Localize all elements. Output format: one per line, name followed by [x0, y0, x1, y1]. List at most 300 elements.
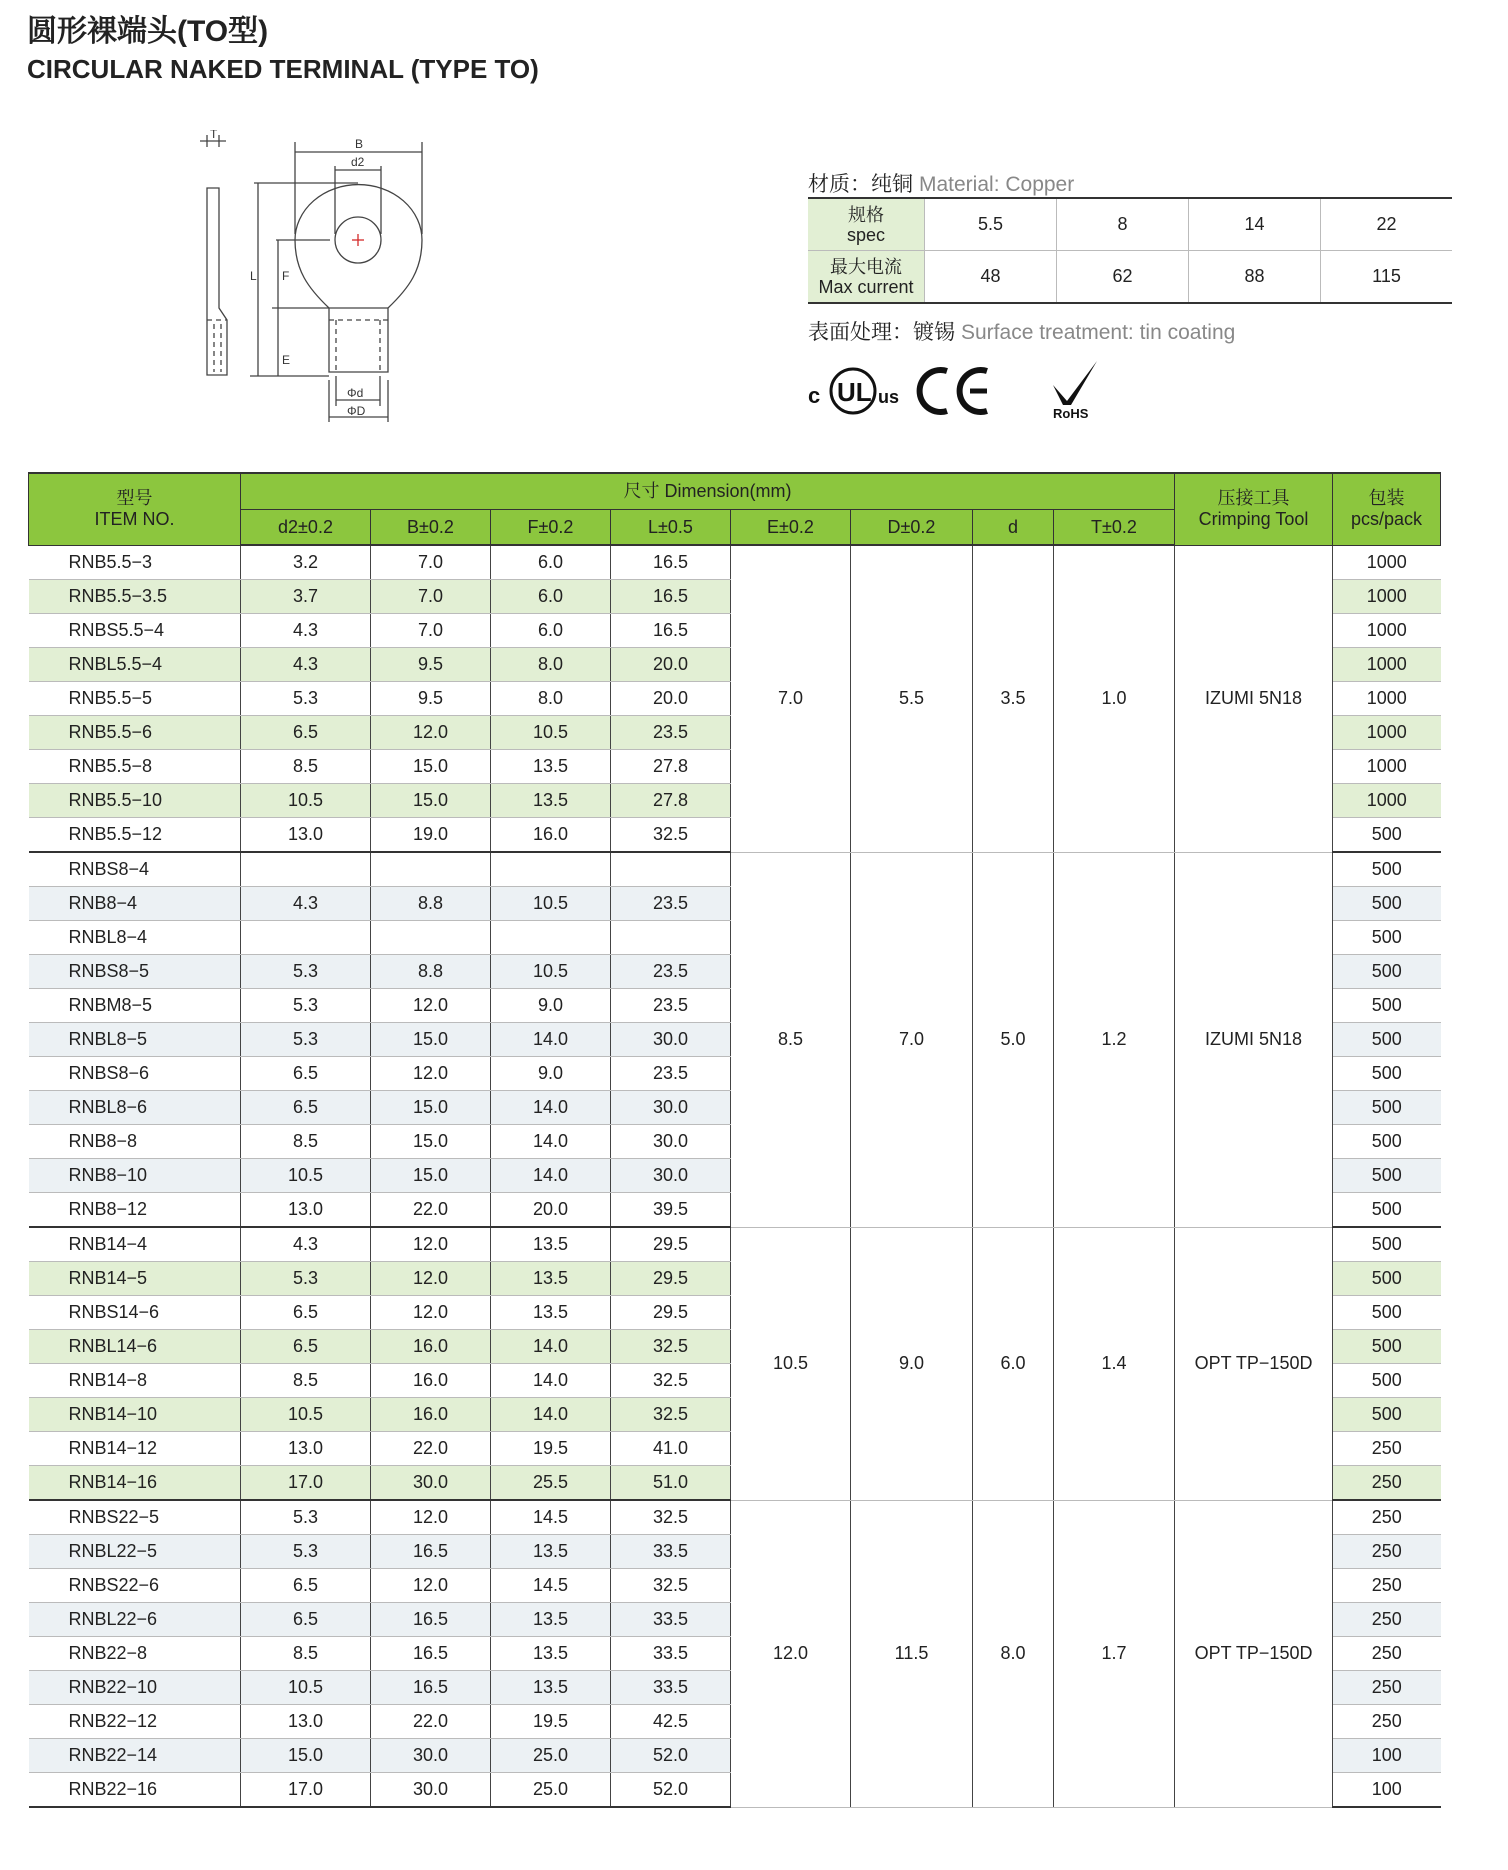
header-dimension: 尺寸 Dimension(mm) — [241, 473, 1175, 510]
dimension-cell: 15.0 — [241, 1739, 371, 1773]
col-header: L±0.5 — [611, 510, 731, 546]
dimension-cell: 15.0 — [371, 1023, 491, 1057]
page-title-en: CIRCULAR NAKED TERMINAL (TYPE TO) — [27, 54, 539, 84]
front-view-outline — [295, 185, 422, 372]
crimping-tool-cell: OPT TP−150D — [1175, 1227, 1333, 1500]
pack-cell: 500 — [1333, 818, 1441, 853]
pack-cell: 500 — [1333, 1330, 1441, 1364]
spec-cell: 5.5 — [925, 198, 1057, 251]
item-no-cell: RNB14−10 — [29, 1398, 241, 1432]
dimension-cell — [491, 852, 611, 887]
pack-cell: 250 — [1333, 1637, 1441, 1671]
spec-row — [808, 198, 1452, 251]
dimension-cell: 10.5 — [491, 955, 611, 989]
ul-logo — [808, 369, 899, 413]
dimension-cell: 5.3 — [241, 1535, 371, 1569]
material-en: Material: Copper — [919, 173, 1075, 196]
dimension-cell: 22.0 — [371, 1193, 491, 1228]
dimension-cell: 20.0 — [491, 1193, 611, 1228]
pack-cell: 250 — [1333, 1603, 1441, 1637]
pack-cell: 500 — [1333, 1125, 1441, 1159]
dimension-cell: 5.3 — [241, 989, 371, 1023]
surface-en: Surface treatment: tin coating — [961, 321, 1236, 344]
svg-text:c: c — [808, 383, 821, 408]
dimension-cell: 32.5 — [611, 1569, 731, 1603]
item-no-cell: RNB14−4 — [29, 1227, 241, 1262]
dimension-cell: 14.0 — [491, 1023, 611, 1057]
item-no-cell: RNBS22−5 — [29, 1500, 241, 1535]
dimension-cell: 15.0 — [371, 1091, 491, 1125]
pack-cell: 1000 — [1333, 784, 1441, 818]
dimension-cell: 30.0 — [371, 1466, 491, 1501]
dimension-cell: 10.5 — [241, 1671, 371, 1705]
dimension-cell: 23.5 — [611, 716, 731, 750]
spec-label: 规格 spec — [808, 198, 925, 251]
pack-cell: 250 — [1333, 1432, 1441, 1466]
dimension-cell: 9.0 — [491, 1057, 611, 1091]
dimension-cell: 6.0 — [491, 580, 611, 614]
item-no-cell: RNBL8−5 — [29, 1023, 241, 1057]
dim-label-d2: d2 — [351, 155, 365, 169]
dim-label-l: L — [250, 269, 257, 283]
dimension-cell: 32.5 — [611, 1330, 731, 1364]
dimension-cell: 12.0 — [371, 1227, 491, 1262]
item-no-cell: RNBL8−6 — [29, 1091, 241, 1125]
crimping-tool-cell: IZUMI 5N18 — [1175, 852, 1333, 1227]
dimension-cell: 16.0 — [371, 1398, 491, 1432]
item-no-cell: RNB8−12 — [29, 1193, 241, 1228]
crimping-tool-cell: IZUMI 5N18 — [1175, 545, 1333, 852]
dimension-cell: 14.5 — [491, 1500, 611, 1535]
dimension-cell: 8.5 — [241, 750, 371, 784]
item-no-cell: RNB22−12 — [29, 1705, 241, 1739]
dimension-cell: 16.5 — [611, 614, 731, 648]
dimension-cell: 33.5 — [611, 1637, 731, 1671]
pack-cell: 1000 — [1333, 614, 1441, 648]
dimension-cell: 23.5 — [611, 1057, 731, 1091]
pack-cell: 1000 — [1333, 716, 1441, 750]
dim-label-e: E — [282, 353, 291, 367]
dimension-cell — [611, 852, 731, 887]
ce-mark — [920, 370, 987, 412]
pack-cell: 1000 — [1333, 545, 1441, 580]
dimension-cell: 25.0 — [491, 1739, 611, 1773]
pack-cell: 100 — [1333, 1739, 1441, 1773]
col-header: d2±0.2 — [241, 510, 371, 546]
pack-cell: 1000 — [1333, 580, 1441, 614]
dimension-cell: 4.3 — [241, 1227, 371, 1262]
pack-cell: 250 — [1333, 1500, 1441, 1535]
pack-cell: 500 — [1333, 1057, 1441, 1091]
crimping-tool-cell: OPT TP−150D — [1175, 1500, 1333, 1807]
dim-label-phi-d: Φd — [347, 386, 364, 400]
dimension-cell: 23.5 — [611, 955, 731, 989]
spec-table — [808, 197, 1452, 304]
dimension-cell: 4.3 — [241, 887, 371, 921]
dimension-cell: 32.5 — [611, 1398, 731, 1432]
dimension-cell: 22.0 — [371, 1705, 491, 1739]
dimension-cell: 10.5 — [491, 887, 611, 921]
pack-cell: 100 — [1333, 1773, 1441, 1808]
dimension-cell: 13.5 — [491, 750, 611, 784]
dimension-cell: 22.0 — [371, 1432, 491, 1466]
spec-cell: 14 — [1189, 198, 1321, 251]
dim-label-phi-D: ΦD — [347, 404, 366, 418]
dimension-cell: 14.0 — [491, 1125, 611, 1159]
table-row — [29, 852, 1441, 887]
dimension-cell: 7.0 — [371, 614, 491, 648]
e-value-cell: 10.5 — [731, 1227, 851, 1500]
current-row — [808, 251, 1452, 304]
pack-cell: 500 — [1333, 1193, 1441, 1228]
current-cell: 88 — [1189, 251, 1321, 304]
dimension-cell: 15.0 — [371, 1159, 491, 1193]
dimension-cell: 5.3 — [241, 955, 371, 989]
material-line — [808, 168, 1074, 198]
pack-cell: 250 — [1333, 1535, 1441, 1569]
item-no-cell: RNBL5.5−4 — [29, 648, 241, 682]
pack-cell: 1000 — [1333, 682, 1441, 716]
d-inner-value-cell: 5.0 — [973, 852, 1054, 1227]
table-row — [29, 545, 1441, 580]
surface-line — [808, 316, 1235, 346]
item-no-cell: RNBL8−4 — [29, 921, 241, 955]
dimension-cell: 6.5 — [241, 1091, 371, 1125]
dimension-cell: 30.0 — [371, 1773, 491, 1808]
dimension-cell: 42.5 — [611, 1705, 731, 1739]
dimension-cell: 7.0 — [371, 545, 491, 580]
dimension-cell: 3.7 — [241, 580, 371, 614]
dimension-cell: 23.5 — [611, 887, 731, 921]
dimension-cell: 19.5 — [491, 1705, 611, 1739]
product-table — [28, 472, 1441, 1808]
pack-cell: 500 — [1333, 852, 1441, 887]
dim-label-t: T — [210, 130, 218, 141]
dimension-cell — [491, 921, 611, 955]
dimension-cell: 30.0 — [611, 1023, 731, 1057]
dimension-cell: 19.5 — [491, 1432, 611, 1466]
d-outer-value-cell: 11.5 — [851, 1500, 973, 1807]
dimension-cell: 14.0 — [491, 1330, 611, 1364]
table-body — [29, 545, 1441, 1807]
item-no-cell: RNB22−8 — [29, 1637, 241, 1671]
dimension-cell: 12.0 — [371, 1296, 491, 1330]
dimension-cell: 6.5 — [241, 1057, 371, 1091]
pack-cell: 1000 — [1333, 750, 1441, 784]
item-no-cell: RNBM8−5 — [29, 989, 241, 1023]
rohs-logo — [1053, 361, 1097, 420]
dimension-cell: 4.3 — [241, 648, 371, 682]
dimension-cell: 9.0 — [491, 989, 611, 1023]
dimension-cell: 51.0 — [611, 1466, 731, 1501]
dimension-cell: 30.0 — [611, 1091, 731, 1125]
header-pack: 包装 pcs/pack — [1333, 473, 1441, 545]
dimension-cell — [611, 921, 731, 955]
dimension-cell: 8.0 — [491, 648, 611, 682]
pack-cell: 500 — [1333, 1227, 1441, 1262]
dimension-cell: 23.5 — [611, 989, 731, 1023]
col-header: d — [973, 510, 1054, 546]
dimension-cell: 17.0 — [241, 1773, 371, 1808]
material-cn: 材质：纯铜 — [808, 173, 913, 196]
dimension-cell: 27.8 — [611, 784, 731, 818]
dimension-cell: 13.5 — [491, 784, 611, 818]
dimension-cell: 5.3 — [241, 1500, 371, 1535]
pack-cell: 250 — [1333, 1466, 1441, 1501]
dimension-cell: 52.0 — [611, 1739, 731, 1773]
dimension-cell: 16.5 — [371, 1535, 491, 1569]
item-no-cell: RNB8−4 — [29, 887, 241, 921]
dimension-cell: 5.3 — [241, 1262, 371, 1296]
item-no-cell: RNB5.5−3 — [29, 545, 241, 580]
dimension-cell: 9.5 — [371, 648, 491, 682]
e-value-cell: 8.5 — [731, 852, 851, 1227]
dimension-cell: 3.2 — [241, 545, 371, 580]
dimension-cell: 41.0 — [611, 1432, 731, 1466]
dimension-cell: 13.5 — [491, 1227, 611, 1262]
d-outer-value-cell: 9.0 — [851, 1227, 973, 1500]
dimension-cell: 14.0 — [491, 1091, 611, 1125]
dimension-cell: 7.0 — [371, 580, 491, 614]
page-title-cn: 圆形裸端头(TO型) — [27, 15, 269, 48]
dimension-cell: 6.5 — [241, 1296, 371, 1330]
d-inner-value-cell: 8.0 — [973, 1500, 1054, 1807]
dimension-cell: 17.0 — [241, 1466, 371, 1501]
e-value-cell: 7.0 — [731, 545, 851, 852]
dimension-cell: 13.5 — [491, 1603, 611, 1637]
item-no-cell: RNB14−5 — [29, 1262, 241, 1296]
dimension-cell: 13.5 — [491, 1637, 611, 1671]
dimension-cell: 32.5 — [611, 1500, 731, 1535]
item-no-cell: RNB5.5−8 — [29, 750, 241, 784]
pack-cell: 500 — [1333, 989, 1441, 1023]
dimension-cell: 16.0 — [491, 818, 611, 853]
item-no-cell: RNB5.5−10 — [29, 784, 241, 818]
dimension-cell: 14.0 — [491, 1364, 611, 1398]
dimension-cell: 14.0 — [491, 1398, 611, 1432]
dimension-cell: 39.5 — [611, 1193, 731, 1228]
dimension-cell: 19.0 — [371, 818, 491, 853]
dimension-cell: 5.3 — [241, 682, 371, 716]
table-row — [29, 1500, 1441, 1535]
dimension-cell: 16.5 — [611, 545, 731, 580]
dimension-cell: 13.5 — [491, 1535, 611, 1569]
dimension-cell: 13.5 — [491, 1671, 611, 1705]
dimension-cell: 10.5 — [241, 1159, 371, 1193]
certification-marks — [805, 355, 1115, 420]
dimension-cell: 33.5 — [611, 1535, 731, 1569]
col-header: F±0.2 — [491, 510, 611, 546]
dimension-cell: 33.5 — [611, 1671, 731, 1705]
dimension-cell: 8.0 — [491, 682, 611, 716]
svg-text:UL: UL — [837, 377, 872, 407]
item-no-cell: RNB5.5−6 — [29, 716, 241, 750]
dimension-cell — [241, 852, 371, 887]
pack-cell: 500 — [1333, 1159, 1441, 1193]
pack-cell: 500 — [1333, 921, 1441, 955]
spec-cell: 22 — [1321, 198, 1453, 251]
dimension-cell: 15.0 — [371, 784, 491, 818]
dimension-cell: 16.5 — [371, 1637, 491, 1671]
dimension-cell: 9.5 — [371, 682, 491, 716]
dimension-cell — [241, 921, 371, 955]
t-value-cell: 1.7 — [1054, 1500, 1175, 1807]
svg-text:us: us — [878, 387, 900, 407]
item-no-cell: RNB8−8 — [29, 1125, 241, 1159]
dimension-cell: 25.5 — [491, 1466, 611, 1501]
dimension-cell: 13.0 — [241, 1193, 371, 1228]
pack-cell: 250 — [1333, 1705, 1441, 1739]
dimension-cell: 13.5 — [491, 1262, 611, 1296]
dim-label-b: B — [355, 137, 364, 151]
pack-cell: 500 — [1333, 1091, 1441, 1125]
dimension-cell: 30.0 — [371, 1739, 491, 1773]
svg-text:RoHS: RoHS — [1053, 406, 1089, 420]
d-inner-value-cell: 6.0 — [973, 1227, 1054, 1500]
d-outer-value-cell: 5.5 — [851, 545, 973, 852]
dimension-cell: 32.5 — [611, 1364, 731, 1398]
dimension-cell: 30.0 — [611, 1159, 731, 1193]
current-label: 最大电流 Max current — [808, 251, 925, 304]
dimension-cell: 29.5 — [611, 1227, 731, 1262]
item-no-cell: RNBS8−6 — [29, 1057, 241, 1091]
dimension-cell: 12.0 — [371, 1057, 491, 1091]
dimension-cell: 6.5 — [241, 1330, 371, 1364]
dimension-cell: 14.0 — [491, 1159, 611, 1193]
pack-cell: 500 — [1333, 955, 1441, 989]
item-no-cell: RNB5.5−3.5 — [29, 580, 241, 614]
dimension-cell: 29.5 — [611, 1262, 731, 1296]
item-no-cell: RNBL14−6 — [29, 1330, 241, 1364]
dimension-cell: 12.0 — [371, 716, 491, 750]
dimension-cell: 16.0 — [371, 1330, 491, 1364]
dimension-cell: 8.5 — [241, 1637, 371, 1671]
dimension-cell: 13.0 — [241, 818, 371, 853]
pack-cell: 1000 — [1333, 648, 1441, 682]
dimension-cell: 8.8 — [371, 955, 491, 989]
item-no-cell: RNBL22−5 — [29, 1535, 241, 1569]
t-value-cell: 1.2 — [1054, 852, 1175, 1227]
dimension-cell: 8.5 — [241, 1364, 371, 1398]
col-header: D±0.2 — [851, 510, 973, 546]
dimension-cell: 6.5 — [241, 1569, 371, 1603]
dimension-cell: 16.5 — [371, 1603, 491, 1637]
pack-cell: 500 — [1333, 1262, 1441, 1296]
item-no-cell: RNB8−10 — [29, 1159, 241, 1193]
dimension-cell: 15.0 — [371, 1125, 491, 1159]
item-no-cell: RNB5.5−5 — [29, 682, 241, 716]
item-no-cell: RNBS22−6 — [29, 1569, 241, 1603]
dimension-cell: 29.5 — [611, 1296, 731, 1330]
dimension-cell: 12.0 — [371, 1262, 491, 1296]
dimension-cell: 16.5 — [611, 580, 731, 614]
item-no-cell: RNB5.5−12 — [29, 818, 241, 853]
dimension-cell: 6.5 — [241, 716, 371, 750]
dimension-cell — [371, 921, 491, 955]
item-no-cell: RNB22−16 — [29, 1773, 241, 1808]
dimension-cell: 16.0 — [371, 1364, 491, 1398]
pack-cell: 250 — [1333, 1569, 1441, 1603]
dimension-cell: 16.5 — [371, 1671, 491, 1705]
pack-cell: 500 — [1333, 1398, 1441, 1432]
current-cell: 62 — [1057, 251, 1189, 304]
dimension-cell: 10.5 — [241, 1398, 371, 1432]
dimension-cell: 20.0 — [611, 682, 731, 716]
dimension-cell: 27.8 — [611, 750, 731, 784]
t-value-cell: 1.0 — [1054, 545, 1175, 852]
terminal-drawing — [190, 130, 460, 430]
current-cell: 115 — [1321, 251, 1453, 304]
item-no-cell: RNBS14−6 — [29, 1296, 241, 1330]
col-header: T±0.2 — [1054, 510, 1175, 546]
header-item: 型号 ITEM NO. — [29, 473, 241, 545]
item-no-cell: RNB22−14 — [29, 1739, 241, 1773]
dimension-cell: 14.5 — [491, 1569, 611, 1603]
d-inner-value-cell: 3.5 — [973, 545, 1054, 852]
dimension-cell: 20.0 — [611, 648, 731, 682]
d-outer-value-cell: 7.0 — [851, 852, 973, 1227]
spec-cell: 8 — [1057, 198, 1189, 251]
pack-cell: 500 — [1333, 887, 1441, 921]
dimension-cell: 6.0 — [491, 614, 611, 648]
header-row — [29, 473, 1441, 510]
item-no-cell: RNBS5.5−4 — [29, 614, 241, 648]
dimension-cell: 12.0 — [371, 989, 491, 1023]
dimension-cell: 10.5 — [491, 716, 611, 750]
dimension-cell: 8.5 — [241, 1125, 371, 1159]
side-view — [207, 188, 227, 375]
dimension-cell: 33.5 — [611, 1603, 731, 1637]
dimension-cell: 8.8 — [371, 887, 491, 921]
header-tool: 压接工具 Crimping Tool — [1175, 473, 1333, 545]
dimension-cell: 30.0 — [611, 1125, 731, 1159]
pack-cell: 500 — [1333, 1364, 1441, 1398]
item-no-cell: RNBS8−5 — [29, 955, 241, 989]
dimension-cell: 25.0 — [491, 1773, 611, 1808]
dimension-cell: 6.5 — [241, 1603, 371, 1637]
dimension-cell: 32.5 — [611, 818, 731, 853]
dimension-cell: 10.5 — [241, 784, 371, 818]
surface-cn: 表面处理：镀锡 — [808, 321, 955, 344]
e-value-cell: 12.0 — [731, 1500, 851, 1807]
t-value-cell: 1.4 — [1054, 1227, 1175, 1500]
dimension-cell: 4.3 — [241, 614, 371, 648]
dimension-cell: 12.0 — [371, 1500, 491, 1535]
table-row — [29, 1227, 1441, 1262]
pack-cell: 500 — [1333, 1023, 1441, 1057]
dimension-cell: 12.0 — [371, 1569, 491, 1603]
item-no-cell: RNB14−16 — [29, 1466, 241, 1501]
item-no-cell: RNBS8−4 — [29, 852, 241, 887]
dimension-cell: 13.5 — [491, 1296, 611, 1330]
pack-cell: 250 — [1333, 1671, 1441, 1705]
current-cell: 48 — [925, 251, 1057, 304]
dim-label-f: F — [282, 269, 290, 283]
dimension-cell: 13.0 — [241, 1432, 371, 1466]
dimension-cell: 52.0 — [611, 1773, 731, 1808]
item-no-cell: RNBL22−6 — [29, 1603, 241, 1637]
item-no-cell: RNB14−12 — [29, 1432, 241, 1466]
dimension-cell: 5.3 — [241, 1023, 371, 1057]
col-header: E±0.2 — [731, 510, 851, 546]
col-header: B±0.2 — [371, 510, 491, 546]
dimension-cell: 15.0 — [371, 750, 491, 784]
dimension-cell: 13.0 — [241, 1705, 371, 1739]
pack-cell: 500 — [1333, 1296, 1441, 1330]
item-no-cell: RNB14−8 — [29, 1364, 241, 1398]
item-no-cell: RNB22−10 — [29, 1671, 241, 1705]
dimension-cell: 6.0 — [491, 545, 611, 580]
